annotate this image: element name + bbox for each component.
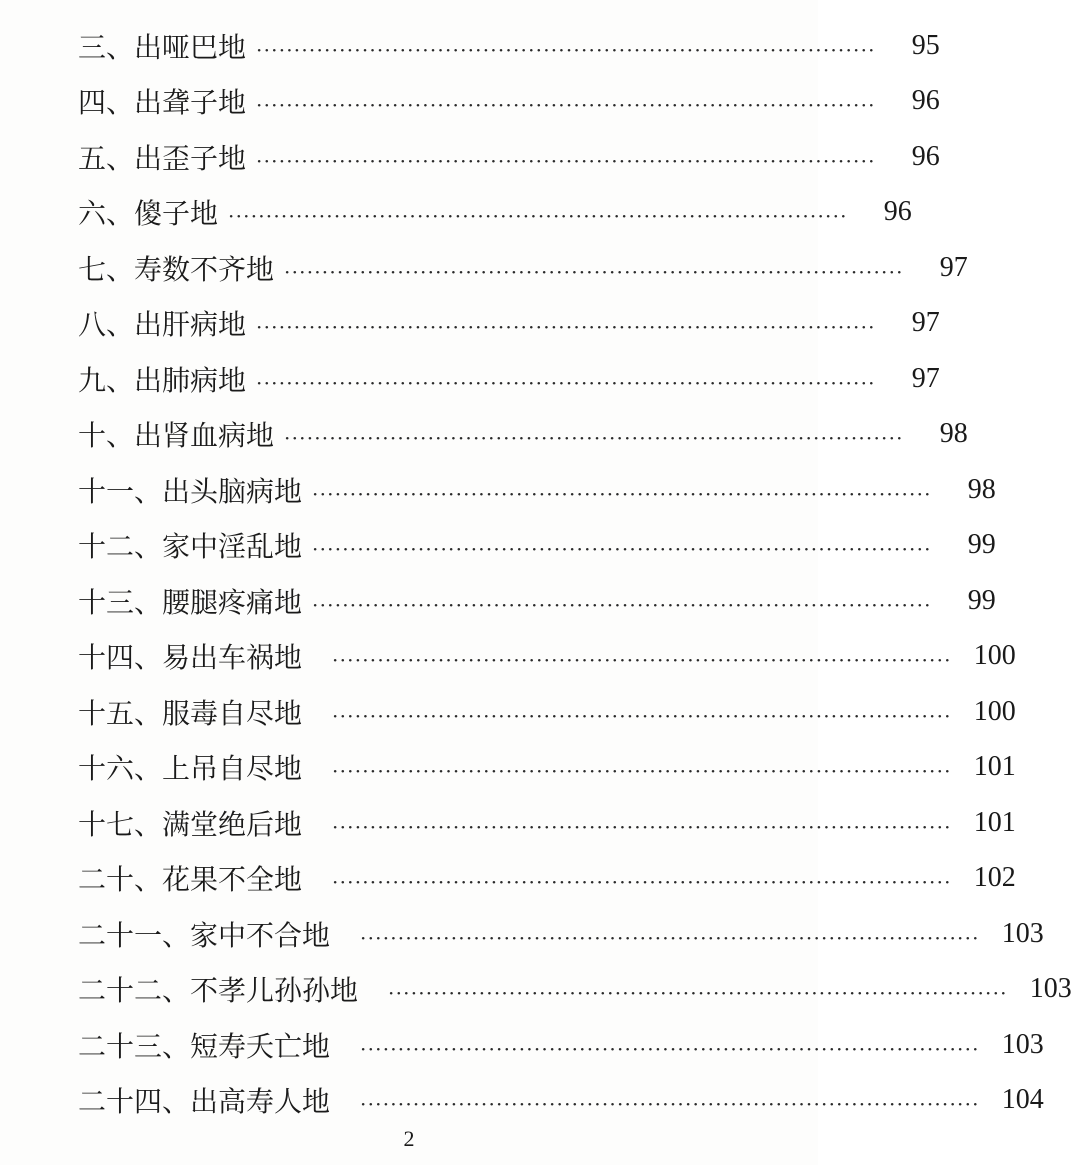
dot-leader: ·················································································· — [332, 814, 952, 839]
dot-leader: ·················································································· — [256, 148, 876, 173]
dot-leader: ·················································································· — [312, 481, 932, 506]
toc-entry — [78, 407, 968, 463]
toc-entry-title: 九、出肺病地 — [78, 363, 247, 397]
toc-entry-page: 96 — [911, 140, 940, 172]
toc-entry-page: 101 — [973, 806, 1016, 838]
toc-entry-page: 104 — [1001, 1084, 1044, 1116]
dot-leader: ·················································································· — [228, 204, 848, 229]
dot-leader: ·················································································· — [332, 703, 952, 728]
toc-entry-title: 三、出哑巴地 — [78, 30, 247, 64]
toc-entry-title: 十、出肾血病地 — [78, 419, 275, 453]
dot-leader: ·················································································· — [284, 426, 904, 451]
dot-leader: ·················································································· — [256, 370, 876, 395]
toc-entry-page: 98 — [939, 418, 968, 450]
toc-entry-page: 99 — [967, 584, 996, 616]
toc-entry — [78, 573, 996, 629]
toc-entry-page: 102 — [973, 862, 1016, 894]
toc-entry — [78, 351, 940, 407]
toc-entry — [78, 462, 996, 518]
toc-entry — [78, 240, 968, 296]
toc-entry-title: 六、傻子地 — [78, 197, 219, 231]
toc-entry — [78, 851, 1016, 907]
toc-entry-title: 二十、花果不全地 — [78, 863, 303, 897]
toc-entry-page: 96 — [911, 85, 940, 117]
toc-entry-title: 五、出歪子地 — [78, 141, 247, 175]
toc-entry-page: 101 — [973, 751, 1016, 783]
toc-entry-page: 96 — [883, 196, 912, 228]
toc-entry — [78, 296, 940, 352]
toc-entry-title: 四、出聋子地 — [78, 86, 247, 120]
toc-entry-page: 97 — [911, 362, 940, 394]
toc-entry — [78, 684, 1016, 740]
toc-entry — [78, 1017, 1044, 1073]
toc-entry — [78, 185, 912, 241]
toc-entry-title: 十一、出头脑病地 — [78, 474, 303, 508]
toc-entry-title: 十七、满堂绝后地 — [78, 807, 303, 841]
toc-entry-page: 99 — [967, 529, 996, 561]
dot-leader: ·················································································· — [284, 259, 904, 284]
dot-leader: ·················································································· — [332, 759, 952, 784]
toc-entry-page: 97 — [911, 307, 940, 339]
toc-entry-page: 103 — [1029, 973, 1072, 1005]
toc-entry — [78, 1073, 1044, 1129]
dot-leader: ·················································································· — [388, 981, 1008, 1006]
toc-entry — [78, 740, 1016, 796]
toc-entry — [78, 129, 940, 185]
dot-leader: ·················································································· — [332, 870, 952, 895]
toc-entry-title: 二十四、出高寿人地 — [78, 1085, 331, 1119]
dot-leader: ·················································································· — [360, 925, 980, 950]
toc-entry-title: 二十二、不孝儿孙孙地 — [78, 974, 359, 1008]
toc-entry-title: 十二、家中淫乱地 — [78, 530, 303, 564]
toc-entry — [78, 906, 1044, 962]
toc-entry-page: 97 — [939, 251, 968, 283]
toc-entry — [78, 795, 1016, 851]
toc-entry-title: 十四、易出车祸地 — [78, 641, 303, 675]
toc-entry — [78, 962, 1072, 1018]
page-number: 2 — [403, 1126, 415, 1151]
toc-entry-page: 100 — [973, 695, 1016, 727]
toc-entry-page: 95 — [911, 29, 940, 61]
dot-leader: ·················································································· — [360, 1092, 980, 1117]
dot-leader: ·················································································· — [332, 648, 952, 673]
toc-entry — [78, 518, 996, 574]
toc-entry-title: 七、寿数不齐地 — [78, 252, 275, 286]
toc-entry-page: 103 — [1001, 917, 1044, 949]
toc-entry — [78, 18, 940, 74]
toc-entry-page: 103 — [1001, 1028, 1044, 1060]
toc-entry-title: 八、出肝病地 — [78, 308, 247, 342]
dot-leader: ·················································································· — [256, 93, 876, 118]
toc-entry-title: 十三、腰腿疼痛地 — [78, 585, 303, 619]
dot-leader: ·················································································· — [312, 537, 932, 562]
toc-entry-title: 二十一、家中不合地 — [78, 918, 331, 952]
dot-leader: ·················································································· — [360, 1036, 980, 1061]
toc-entry-title: 二十三、短寿夭亡地 — [78, 1029, 331, 1063]
table-of-contents — [78, 18, 1072, 1128]
toc-entry-page: 98 — [967, 473, 996, 505]
dot-leader: ·················································································· — [312, 592, 932, 617]
toc-entry-title: 十五、服毒自尽地 — [78, 696, 303, 730]
toc-entry-page: 100 — [973, 640, 1016, 672]
toc-entry — [78, 74, 940, 130]
dot-leader: ·················································································· — [256, 315, 876, 340]
toc-entry — [78, 629, 1016, 685]
dot-leader: ·················································································· — [256, 37, 876, 62]
toc-entry-title: 十六、上吊自尽地 — [78, 752, 303, 786]
